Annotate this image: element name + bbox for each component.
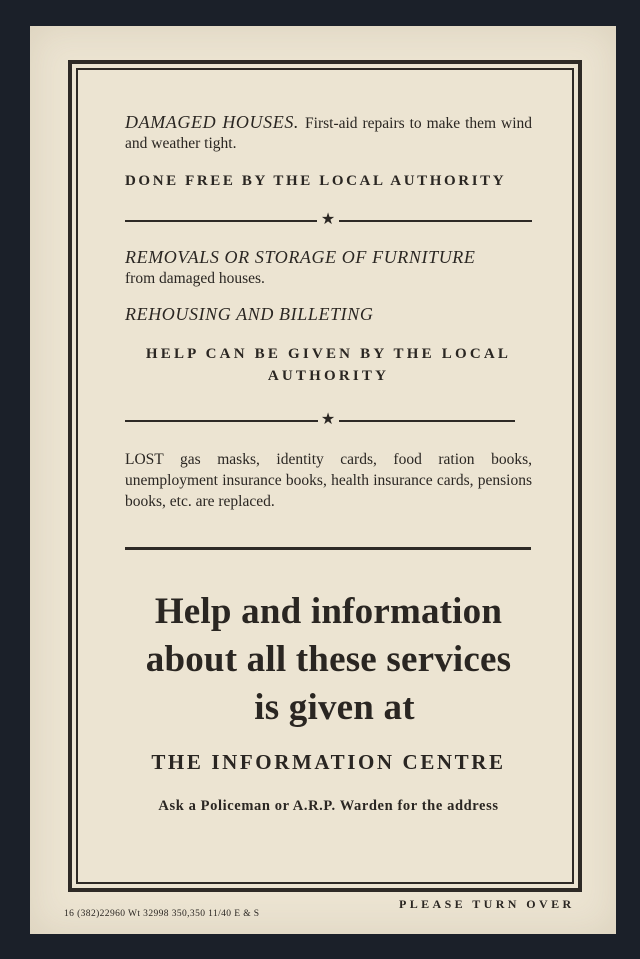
damaged-houses-text: First-aid repairs to make them wind and weather tight.	[125, 115, 533, 152]
damaged-houses-heading: DAMAGED HOUSES.	[125, 112, 300, 132]
closing-line-3: is given at	[254, 687, 415, 728]
rehousing-heading: REHOUSING AND BILLETING	[125, 304, 374, 324]
removals-text: from damaged houses.	[125, 270, 265, 287]
removals-heading: REMOVALS OR STORAGE OF FURNITURE	[125, 247, 476, 267]
leaflet-content	[125, 108, 532, 815]
closing-line-2: about all these services	[145, 639, 512, 680]
closing-line-1: Help and information	[154, 591, 503, 632]
please-turn-over: PLEASE TURN OVER	[399, 897, 575, 911]
print-code: 16 (382)22960 Wt 32998 350,350 11/40 E & S	[64, 909, 260, 919]
star-icon: ★	[320, 411, 336, 428]
divider-rule-left	[125, 420, 318, 422]
divider-rule-right	[339, 220, 532, 222]
help-note-line-1: HELP CAN BE GIVEN BY THE LOCAL	[145, 346, 512, 362]
divider-rule-left	[125, 220, 317, 222]
star-divider-2	[125, 413, 532, 429]
section-rule	[125, 547, 531, 550]
lost-documents-paragraph: LOST gas masks, identity cards, food ration books, unemployment insurance books, health insurance cards, pensions books, etc. are replaced.	[125, 451, 532, 510]
help-note-line-2: AUTHORITY	[267, 368, 390, 384]
divider-rule-right	[339, 420, 515, 422]
ask-policeman-line: Ask a Policeman or A.R.P. Warden for the address	[158, 798, 499, 814]
damaged-houses-paragraph	[125, 112, 532, 154]
star-divider-1	[125, 213, 532, 229]
done-free-note: DONE FREE BY THE LOCAL AUTHORITY	[125, 173, 507, 189]
information-centre: THE INFORMATION CENTRE	[151, 750, 506, 774]
star-icon: ★	[320, 211, 336, 228]
